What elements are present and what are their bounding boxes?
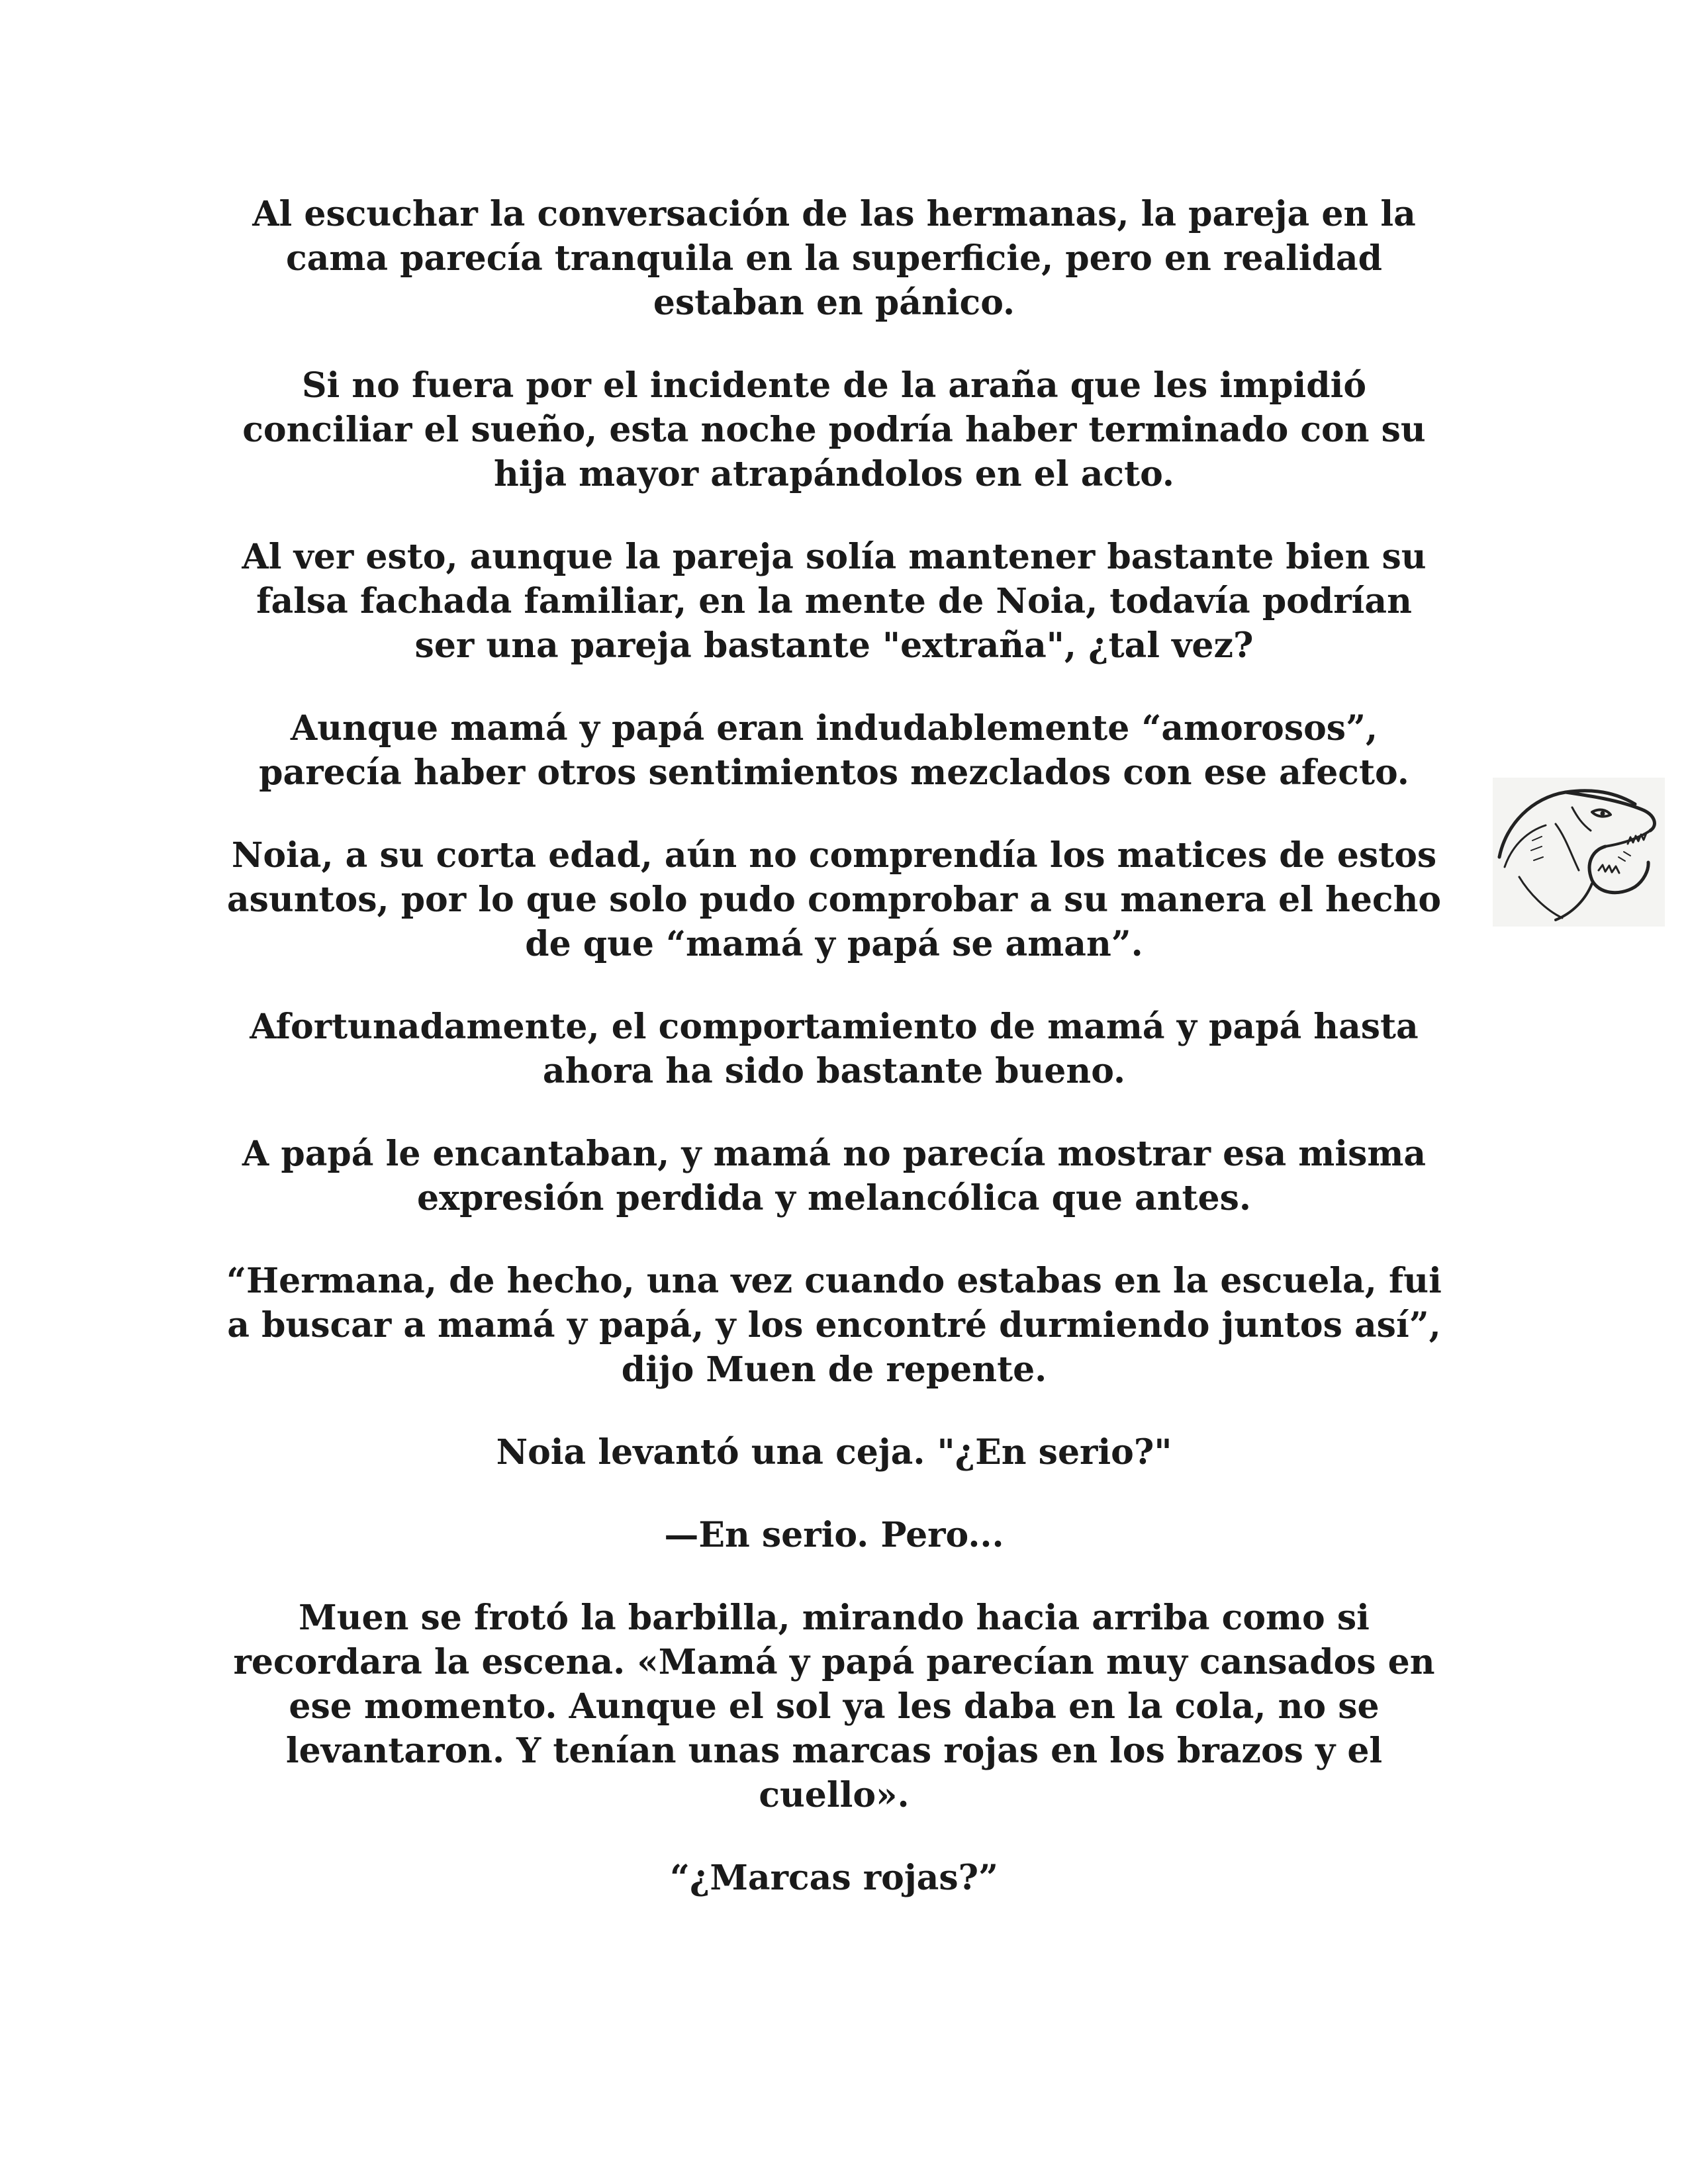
paragraph-7: A papá le encantaban, y mamá no parecía mostrar esa misma expresión perdida y melancólica que antes.: [242, 1134, 1427, 1218]
paragraph-9: Noia levantó una ceja. "¿En serio?": [496, 1432, 1172, 1473]
paragraph-5: Noia, a su corta edad, aún no comprendía los matices de estos asuntos, por lo que solo pudo comprobar a su manera el hecho de que “mamá y papá se aman”.: [226, 835, 1442, 964]
paragraph-1: Al escuchar la conversación de las hermanas, la pareja en la cama parecía tranquila en la superficie, pero en realidad estaban en pánico.: [252, 194, 1416, 323]
paragraph-11: Muen se frotó la barbilla, mirando hacia arriba como si recordara la escena. «Mamá y papá parecían muy cansados en ese momento. Aunque el sol ya les daba en la cola, no se levantaron. Y tenían unas marcas rojas en los brazos y el cuello».: [233, 1598, 1435, 1815]
paragraph-4: Aunque mamá y papá eran indudablemente “amorosos”, parecía haber otros sentimientos mezclados con ese afecto.: [259, 708, 1409, 793]
story-text: [218, 192, 1450, 1938]
paragraph-3: Al ver esto, aunque la pareja solía mantener bastante bien su falsa fachada familiar, en la mente de Noia, todavía podrían ser una pareja bastante "extraña", ¿tal vez?: [242, 537, 1427, 666]
paragraph-2: Si no fuera por el incidente de la araña que les impidió conciliar el sueño, esta noche podría haber terminado con su hija mayor atrapándolos en el acto.: [242, 365, 1426, 494]
paragraph-10: —En serio. Pero...: [664, 1515, 1004, 1555]
paragraph-6: Afortunadamente, el comportamiento de mamá y papá hasta ahora ha sido bastante bueno.: [250, 1007, 1419, 1091]
paragraph-8: “Hermana, de hecho, una vez cuando estabas en la escuela, fui a buscar a mamá y papá, y los encontré durmiendo juntos así”, dijo Muen de repente.: [226, 1261, 1442, 1390]
paragraph-12: “¿Marcas rojas?”: [669, 1858, 998, 1898]
dinosaur-head-sketch-icon: [1493, 778, 1665, 927]
